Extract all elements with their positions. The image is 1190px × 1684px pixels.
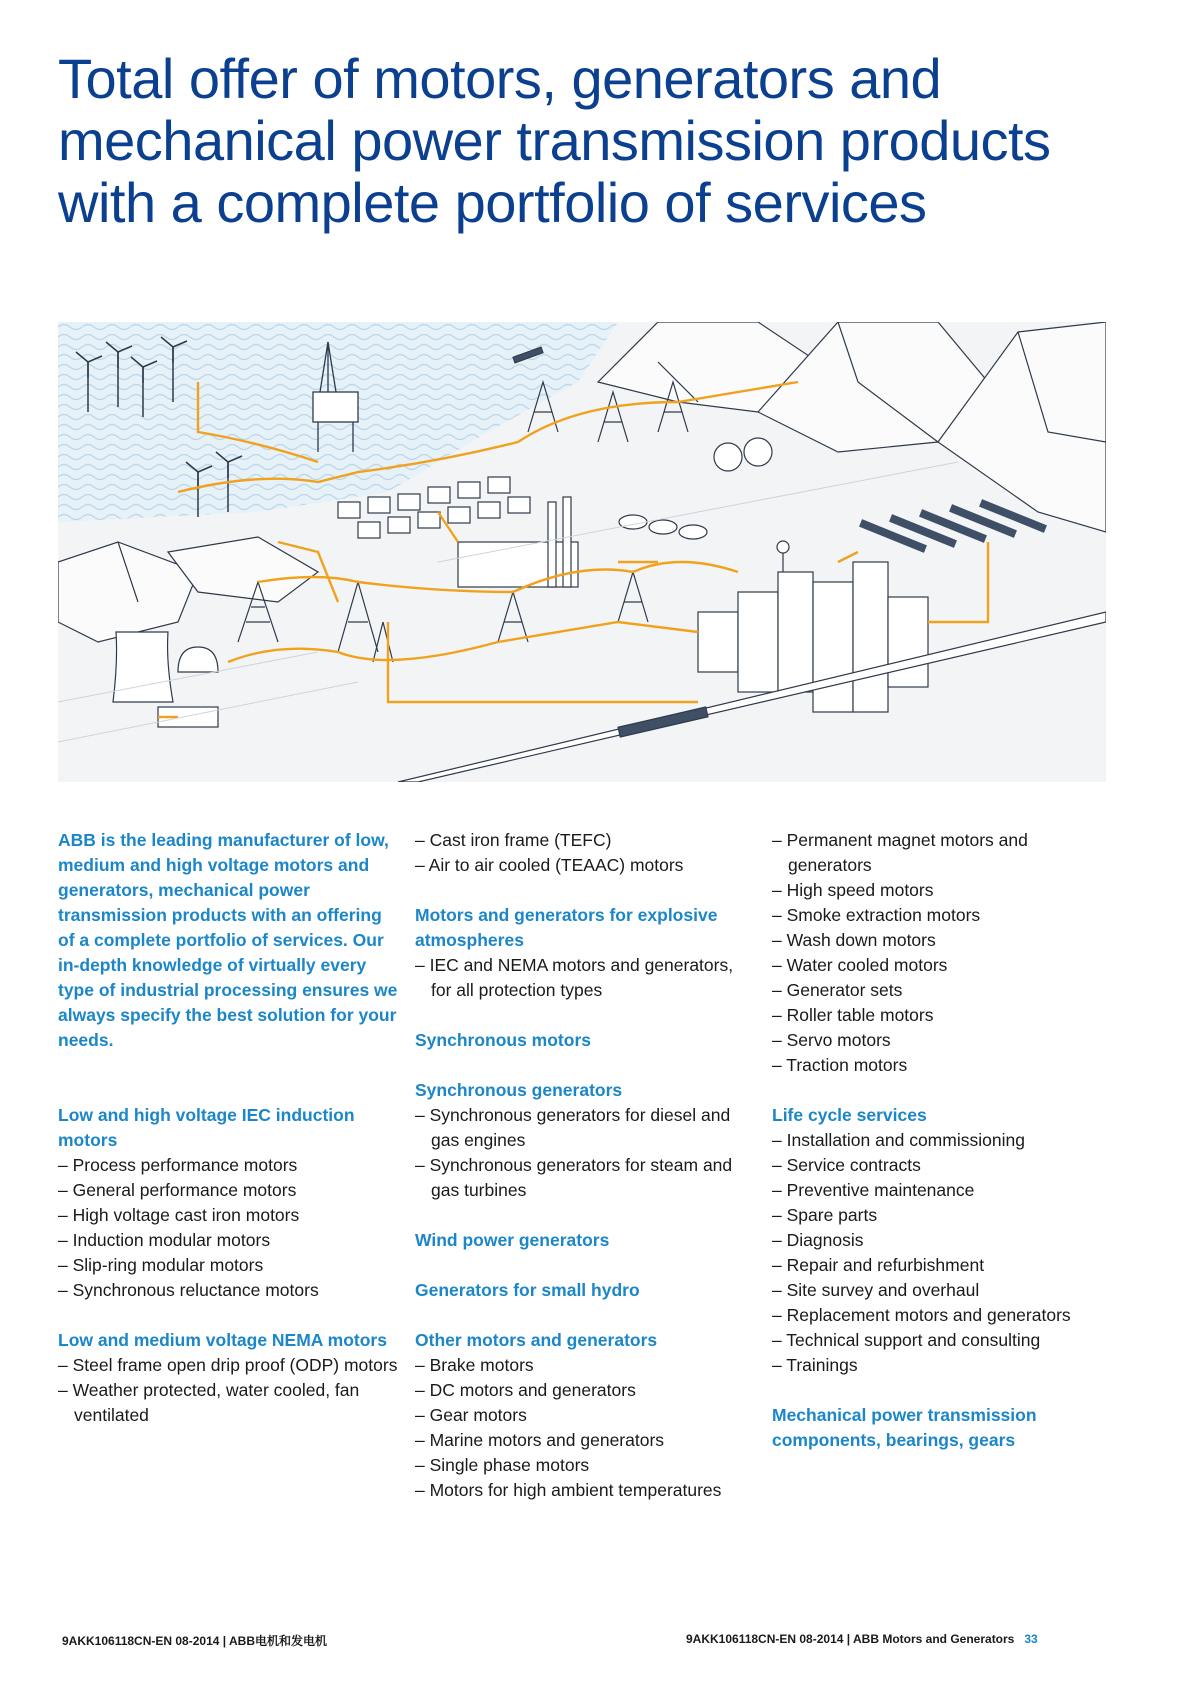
list-item: – Induction modular motors [58,1228,398,1253]
list-item: – Wash down motors [772,928,1112,953]
section-nema-continued [415,828,755,878]
list-item: – Service contracts [772,1153,1112,1178]
item-list [58,1353,398,1428]
list-item: – DC motors and generators [415,1378,755,1403]
section-heading: Generators for small hydro [415,1280,640,1300]
list-item: – Installation and commissioning [772,1128,1112,1153]
section-wind-power-generators [415,1228,755,1253]
list-item: – Steel frame open drip proof (ODP) motors [58,1353,398,1378]
illustration-svg [58,322,1106,782]
list-item: – Brake motors [415,1353,755,1378]
section-mechanical-power-transmission [772,1403,1112,1453]
list-item: – Replacement motors and generators [772,1303,1112,1328]
list-item: – IEC and NEMA motors and generators, for all protection types [415,953,755,1003]
page-title [58,48,1138,234]
section-heading: Wind power generators [415,1230,610,1250]
list-item: – Site survey and overhaul [772,1278,1112,1303]
column-2 [415,828,755,1503]
section-explosive-atmospheres [415,903,755,1003]
footer-right [686,1632,1038,1646]
list-item: – High speed motors [772,878,1112,903]
item-list [415,1353,755,1503]
section-life-cycle-services [772,1103,1112,1378]
list-item: – Single phase motors [415,1453,755,1478]
section-iec-induction-motors [58,1103,398,1303]
list-item: – Preventive maintenance [772,1178,1112,1203]
list-item: – Gear motors [415,1403,755,1428]
title-line-1: Total offer of motors, generators and [58,47,942,110]
list-item: – Synchronous reluctance motors [58,1278,398,1303]
section-heading: Synchronous generators [415,1080,623,1100]
intro-paragraph: ABB is the leading manufacturer of low, medium and high voltage motors and generators, mechanical power transmission products with an offering of a complete portfolio of services. Our in-depth knowledge of virtually every type of industrial processing ensures we always specify the best solution for your needs. [58,830,398,1050]
list-item: – Spare parts [772,1203,1112,1228]
list-item: – Roller table motors [772,1003,1112,1028]
list-item: – Technical support and consulting [772,1328,1112,1353]
list-item: – Diagnosis [772,1228,1112,1253]
list-item: – Repair and refurbishment [772,1253,1112,1278]
section-heading: Low and medium voltage NEMA motors [58,1330,387,1350]
list-item: – Water cooled motors [772,953,1112,978]
footer-left [62,1632,327,1649]
list-item: – Generator sets [772,978,1112,1003]
list-item: – High voltage cast iron motors [58,1203,398,1228]
section-heading: Mechanical power transmission components, bearings, gears [772,1405,1037,1450]
column-1 [58,828,398,1428]
section-synchronous-motors [415,1028,755,1053]
list-item: – Synchronous generators for steam and gas turbines [415,1153,755,1203]
column-3 [772,828,1112,1453]
title-line-3: with a complete portfolio of services [58,171,927,234]
list-item: – Weather protected, water cooled, fan ventilated [58,1378,398,1428]
list-item: – Marine motors and generators [415,1428,755,1453]
tanks [619,438,772,539]
list-item: – Process performance motors [58,1153,398,1178]
list-item: – Synchronous generators for diesel and gas engines [415,1103,755,1153]
section-other-motors [415,1328,755,1503]
list-item: – Cast iron frame (TEFC) [415,828,755,853]
section-heading: Motors and generators for explosive atmospheres [415,905,718,950]
item-list [772,828,1112,1078]
list-item: – General performance motors [58,1178,398,1203]
item-list [415,953,755,1003]
list-item: – Motors for high ambient temperatures [415,1478,755,1503]
section-small-hydro [415,1278,755,1303]
list-item: – Slip-ring modular motors [58,1253,398,1278]
section-synchronous-generators [415,1078,755,1203]
section-heading: Life cycle services [772,1105,927,1125]
item-list [772,1128,1112,1378]
page-number: 33 [1024,1632,1038,1646]
solar-panels [859,499,1047,553]
section-heading: Low and high voltage IEC induction motors [58,1105,355,1150]
item-list [415,828,755,878]
section-heading: Synchronous motors [415,1030,591,1050]
section-other-motors-continued [772,828,1112,1078]
item-list [58,1153,398,1303]
section-nema-motors [58,1328,398,1428]
footer-right-text: 9AKK106118CN-EN 08-2014 | ABB Motors and Generators [686,1632,1015,1646]
industrial-landscape-illustration [58,322,1106,782]
list-item: – Smoke extraction motors [772,903,1112,928]
list-item: – Traction motors [772,1053,1112,1078]
title-line-2: mechanical power transmission products [58,109,1051,172]
list-item: – Permanent magnet motors and generators [772,828,1112,878]
item-list [415,1103,755,1203]
list-item: – Trainings [772,1353,1112,1378]
list-item: – Servo motors [772,1028,1112,1053]
section-heading: Other motors and generators [415,1330,658,1350]
footer-left-text: 9AKK106118CN-EN 08-2014 | ABB电机和发电机 [62,1634,328,1648]
list-item: – Air to air cooled (TEAAC) motors [415,853,755,878]
